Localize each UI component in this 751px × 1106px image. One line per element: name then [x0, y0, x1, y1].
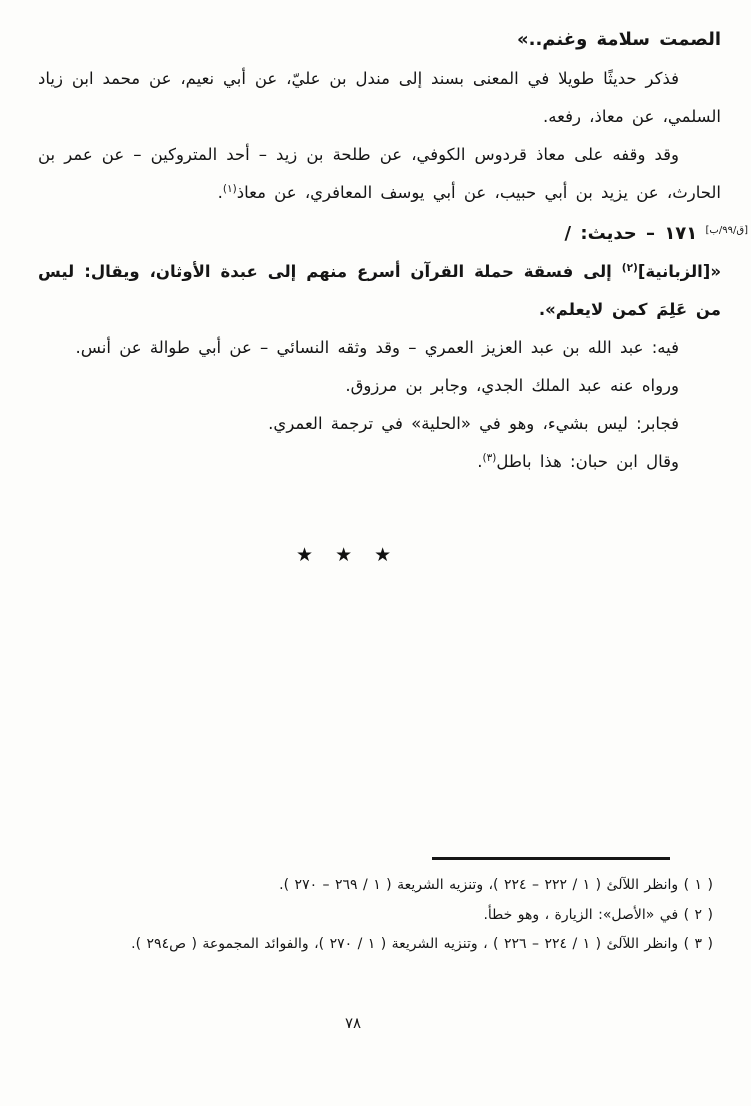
hadith-text — [38, 253, 721, 329]
hadith-number-line — [38, 212, 748, 253]
footnote-3 — [30, 930, 713, 960]
footnote-2 — [30, 901, 713, 931]
folio-reference: [ق/٩٩/ب] — [705, 225, 748, 236]
footnote-1-label: ( ١ ) — [683, 877, 713, 893]
footnotes-block — [30, 871, 713, 960]
footnote-marker-2: (٢) — [621, 262, 638, 274]
footnote-3-text: وانظر اللآلئ ( ١ / ٢٢٤ – ٢٢٦ ) ، وتنزيه الشريعة ( ١ / ٢٧٠ )، والفوائد المجموعة ( ص٢٩٤ ). — [131, 936, 679, 952]
footnote-3-label: ( ٣ ) — [683, 936, 713, 952]
page-body — [38, 20, 748, 481]
hadith-text-open: «[الزبانية] — [637, 262, 721, 281]
footnote-marker-1: (١) — [222, 183, 237, 195]
paragraph-commentary-3: فجابر: ليس بشيء، وهو في «الحلية» في ترجمة العمري. — [268, 414, 679, 433]
paragraph-commentary-4-end: . — [477, 452, 483, 471]
page-number: ٧٨ — [344, 1014, 362, 1032]
paragraph-commentary-4-text: وقال ابن حبان: هذا باطل — [496, 452, 679, 471]
hadith-text-rest: إلى فسقة حملة القرآن أسرع منهم إلى عبدة الأوثان، ويقال: ليس من عَلِمَ كمن لايعلم». — [38, 262, 721, 319]
quote-heading: الصمت سلامة وغنم..» — [517, 29, 721, 50]
paragraph-isnad-1: فذكر حديثًا طويلا في المعنى بسند إلى مندل بن عليّ، عن أبي نعيم، عن محمد ابن زياد السلمي، عن معاذ، رفعه. — [38, 69, 721, 126]
footnote-2-label: ( ٢ ) — [683, 906, 713, 923]
paragraph-commentary-4 — [38, 443, 721, 481]
footnote-1 — [30, 871, 713, 901]
paragraph-commentary-1: فيه: عبد الله بن عبد العزيز العمري – وقد وثقه النسائي – عن أبي طوالة عن أنس. — [75, 338, 679, 357]
footnote-2-text: في «الأصل»: الزيارة ، وهو خطأ. — [483, 906, 679, 923]
paragraph-isnad-2 — [38, 136, 721, 212]
paragraph-isnad-2-end: . — [217, 183, 223, 202]
footnote-separator-rule — [432, 857, 670, 860]
hadith-number: ١٧١ – حديث: / — [564, 223, 698, 244]
footnote-1-text: وانظر اللآلئ ( ١ / ٢٢٢ – ٢٢٤ )، وتنزيه الشريعة ( ١ / ٢٦٩ – ٢٧٠ ). — [279, 877, 679, 893]
footnote-marker-3: (٣) — [482, 452, 497, 464]
section-divider-stars: ★ ★ ★ — [296, 544, 392, 566]
paragraph-isnad-2-text: وقد وقفه على معاذ قردوس الكوفي، عن طلحة بن زيد – أحد المتروكين – عن عمر بن الحارث، عن يزيد بن أبي حبيب، عن أبي يوسف المعافري، عن معاذ — [38, 145, 721, 202]
paragraph-commentary-2: ورواه عنه عبد الملك الجدي، وجابر بن مرزوق. — [345, 376, 679, 395]
